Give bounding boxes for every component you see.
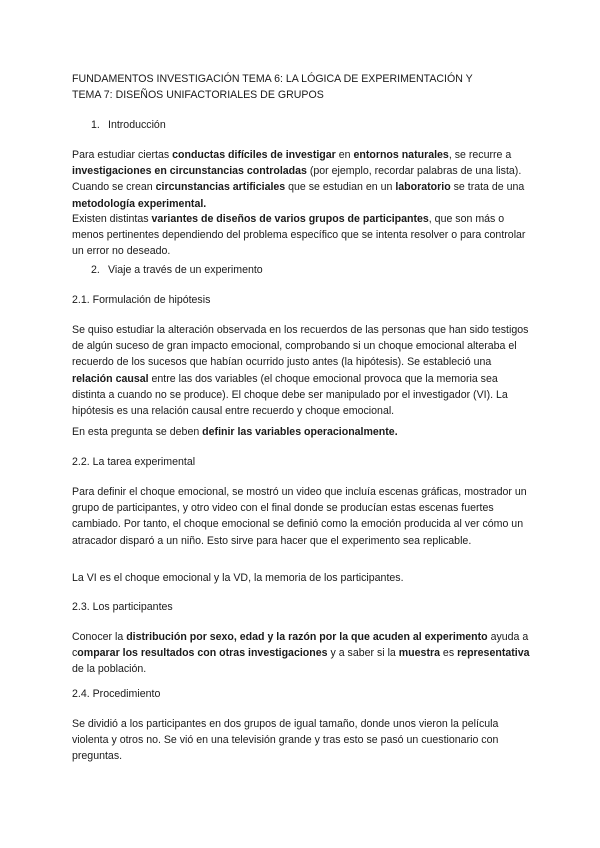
section-2-1-heading: 2.1. Formulación de hipótesis — [72, 294, 211, 306]
bold-run: definir las variables operacionalmente. — [202, 426, 398, 438]
text-run: ayuda a c — [72, 631, 529, 660]
section-2-2-paragraph-2: La VI es el choque emocional y la VD, la memoria de los participantes. — [72, 572, 404, 584]
text-run: Para estudiar ciertas — [72, 149, 173, 161]
section-2-number: 2. — [91, 264, 100, 276]
section-1-title: Introducción — [108, 119, 166, 131]
text-run: , se recurre a — [448, 149, 512, 161]
section-2-2-heading: 2.2. La tarea experimental — [72, 456, 196, 468]
text-run: Se quiso estudiar la alteración observada en los recuerdos de las personas que han sido testigos de algún suceso de gran impacto emocional, comprobando si un choque emocional alteraba el recuerdo de los sucesos que habían ocurrido justo antes (la hipótesis). Se estableció una — [72, 324, 529, 369]
section-2-4-paragraph-1: Se dividió a los participantes en dos grupos de igual tamaño, donde unos vieron la película violenta y otros no. Se vió en una televisión grande y tras esto se pasó un cuestionario con preguntas. — [72, 718, 499, 763]
text-run: es — [439, 647, 458, 660]
bold-run: metodología experimental. — [72, 197, 207, 210]
section-2-2-paragraph-1: Para definir el choque emocional, se mostró un video que incluía escenas gráficas, mostrador un grupo de participantes, y otro video con el final donde se producían estas escenas fuertes cambiado. Por tanto, el choque emocional se definió como la emoción producida al ver cómo un atracador disparó a un niño. Esto sirve para hacer que el experimento sea replicable. — [72, 486, 527, 547]
bold-run: entornos naturales — [353, 149, 449, 161]
text-run: se trata de una — [450, 181, 525, 194]
text-run: en — [335, 149, 354, 161]
text-run: , que son más o menos pertinentes dependiendo del problema específico que se intenta resolver o para controlar un error no deseado. — [72, 213, 526, 258]
text-run: que se estudian en un — [285, 181, 396, 194]
text-run: (por ejemplo, recordar palabras de una lista). Cuando se crean — [72, 165, 522, 194]
bold-run: muestra — [398, 647, 440, 660]
bold-run: relación causal — [72, 372, 149, 385]
section-1-number: 1. — [91, 119, 100, 131]
section-2-3-heading: 2.3. Los participantes — [72, 601, 173, 613]
bold-run: distribución por sexo, edad y la razón por la que acuden al experimento — [126, 631, 488, 643]
section-2-title: Viaje a través de un experimento — [108, 264, 263, 276]
text-run: En esta pregunta se deben — [72, 426, 203, 438]
bold-run: omparar los resultados con otras investigaciones — [77, 647, 328, 660]
text-run: entre las dos variables (el choque emocional provoca que la memoria sea distinta a cuando no se produce). El choque debe ser manipulado por el investigador (VI). La hipótesis es una relación causal entre recuerdo y choque emocional. — [72, 372, 508, 418]
text-run: de la población. — [72, 663, 147, 676]
intro-paragraph-2 — [72, 211, 534, 260]
text-run: Conocer la — [72, 631, 127, 643]
section-1-heading — [91, 117, 553, 133]
section-2-heading — [91, 262, 553, 278]
section-2-4-heading: 2.4. Procedimiento — [72, 688, 161, 700]
title-line-2: TEMA 7: DISEÑOS UNIFACTORIALES DE GRUPOS — [72, 89, 324, 102]
section-2-3-paragraph-1 — [72, 629, 534, 678]
section-2-1-paragraph-1 — [72, 322, 534, 419]
bold-run: variantes de diseños de varios grupos de participantes — [151, 213, 429, 225]
section-2-1-paragraph-2 — [72, 424, 534, 440]
document-title — [72, 71, 542, 103]
bold-run: circunstancias artificiales — [155, 181, 286, 194]
bold-run: conductas difíciles de investigar — [172, 149, 336, 161]
bold-run: investigaciones en circunstancias controladas — [72, 165, 307, 178]
intro-paragraph-1 — [72, 147, 534, 212]
bold-run: laboratorio — [395, 181, 451, 194]
bold-run: representativa — [457, 647, 530, 660]
text-run: y a saber si la — [327, 647, 399, 660]
title-line-1: FUNDAMENTOS INVESTIGACIÓN TEMA 6: LA LÓGICA DE EXPERIMENTACIÓN Y — [72, 73, 473, 85]
text-run: Existen distintas — [72, 213, 152, 225]
